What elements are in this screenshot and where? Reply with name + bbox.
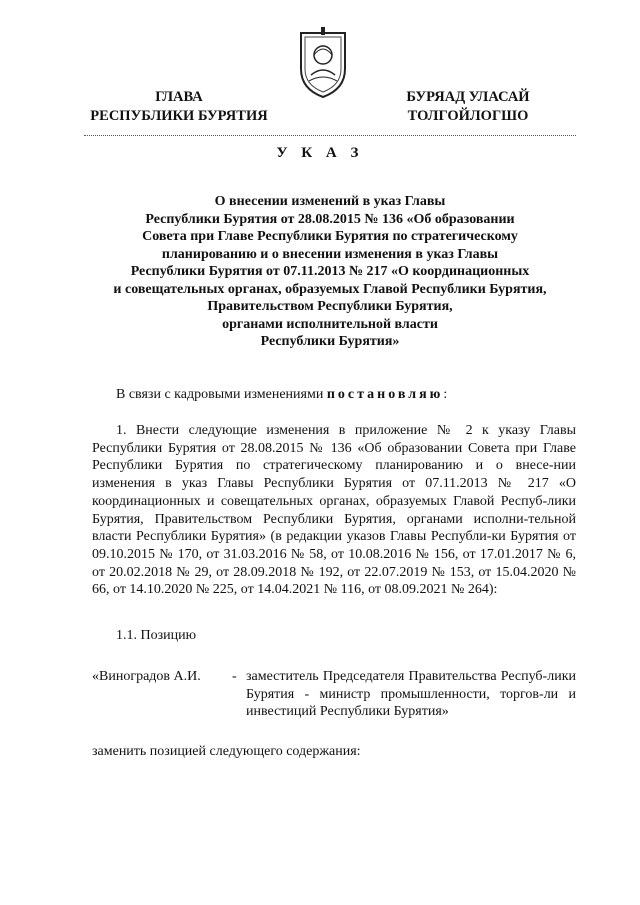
coat-of-arms-icon <box>295 25 351 101</box>
document-subject <box>84 193 576 351</box>
subject-line: Совета при Главе Республики Бурятия по стратегическому <box>142 229 518 244</box>
subject-line: Республики Бурятия» <box>260 334 400 349</box>
issuer-line2-bua: ТОЛГОЙЛОГШО <box>407 108 529 124</box>
subject-line: Республики Бурятия от 28.08.2015 № 136 «Об образовании <box>145 211 515 227</box>
issuer-line1: ГЛАВА <box>155 89 203 105</box>
position-description: заместитель Председателя Правительства Респуб-лики Бурятия - министр промышленности, торгов-ли и инвестиций Республики Бурятия» <box>246 669 576 720</box>
subject-line: планированию и о внесении изменения в указ Главы <box>161 246 499 262</box>
issuer-line2: РЕСПУБЛИКИ БУРЯТИЯ <box>90 108 268 124</box>
header-divider <box>84 135 576 136</box>
position-person-name: «Виноградов А.И. <box>92 669 201 684</box>
intro-paragraph <box>92 386 576 404</box>
issuer-header-ru <box>84 88 274 126</box>
position-dash: - <box>232 669 237 684</box>
issuer-line1-bua: БУРЯАД УЛАСАЙ <box>406 89 530 105</box>
issuer-header-bua <box>388 88 548 126</box>
intro-colon: : <box>443 387 448 402</box>
item-1-paragraph: 1. Внести следующие изменения в приложение № 2 к указу Главы Республики Бурятия от 28.08.2015 № 136 «Об образовании Совета при Главе Республики Бурятия по стратегическому планированию и о внесе-нии изменения в указ Главы Республики Бурятия от 07.11.2013 № 217 «О координационных и совещательных органах, образуемых Главой Респуб-лики Бурятия, Правительством Республики Бурятия, органами исполни-тельной власти Республики Бурятия» (в редакции указов Главы Республи-ки Бурятия от 09.10.2015 № 170, от 31.03.2016 № 58, от 10.08.2016 № 156, от 17.01.2017 № 6, от 20.02.2018 № 29, от 28.09.2018 № 192, от 22.07.2019 № 153, от 15.04.2020 № 66, от 14.10.2020 № 225, от 14.04.2021 № 116, от 08.09.2021 № 264): <box>92 423 576 598</box>
subject-line: Республики Бурятия от 07.11.2013 № 217 «О координационных <box>130 264 530 279</box>
subject-line: Правительством Республики Бурятия, <box>207 299 453 314</box>
subject-line: и совещательных органах, образуемых Главой Республики Бурятия, <box>113 281 547 297</box>
subject-line: органами исполнительной власти <box>222 316 438 332</box>
item-1-1-paragraph: 1.1. Позицию <box>116 628 197 643</box>
subject-line: О внесении изменений в указ Главы <box>214 194 446 209</box>
decree-word: постановляю <box>326 387 444 402</box>
document-type: У К А З <box>276 145 364 161</box>
intro-text: В связи с кадровыми изменениями <box>116 387 327 402</box>
replace-paragraph: заменить позицией следующего содержания: <box>92 744 361 759</box>
